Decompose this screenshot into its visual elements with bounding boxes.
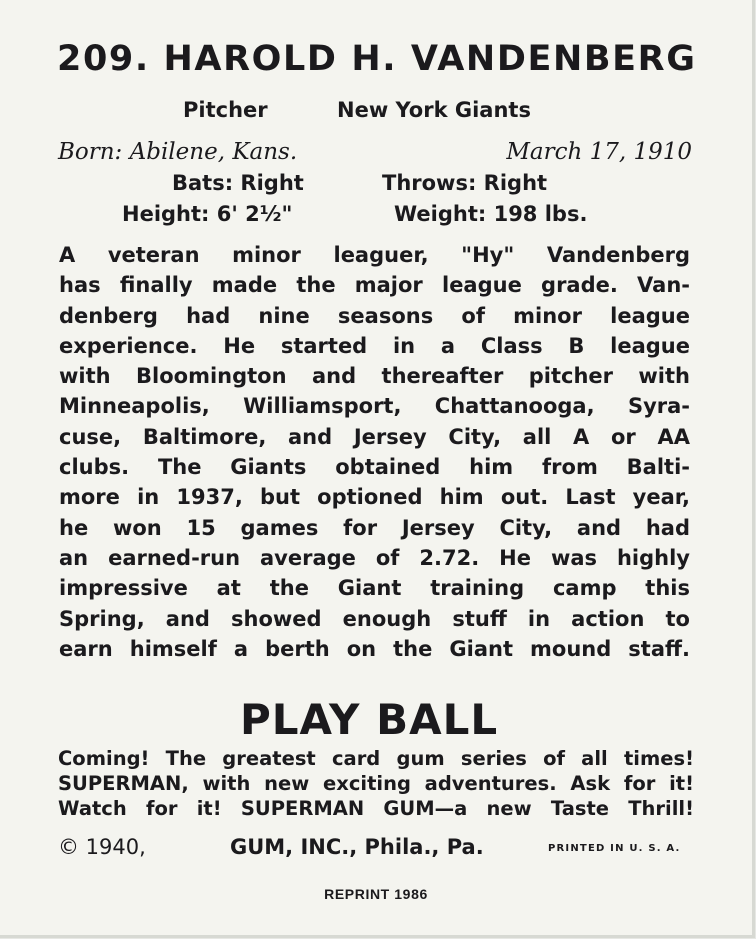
bio-line: with Bloomington and thereafter pitcher with: [59, 364, 690, 389]
bio-line: A veteran minor leaguer, "Hy" Vandenberg: [59, 243, 690, 267]
reprint-notice: REPRINT 1986: [324, 886, 428, 902]
bio-line: he won 15 games for Jersey City, and had: [59, 515, 690, 540]
bio-line: Spring, and showed enough stuff in action to: [59, 606, 690, 631]
bats-throws-row: [172, 167, 592, 199]
bio-line: experience. He started in a Class B league: [59, 333, 690, 358]
throws-value: Throws: Right: [382, 171, 548, 195]
bio-line: cuse, Baltimore, and Jersey City, all A or AA: [59, 424, 690, 449]
promo-line: Coming! The greatest card gum series of all times!: [58, 747, 694, 770]
play-ball-heading: PLAY BALL: [240, 695, 499, 744]
bio-line: clubs. The Giants obtained him from Balti-: [59, 455, 690, 480]
copyright: © 1940,: [58, 835, 146, 859]
bio-line: more in 1937, but optioned him out. Last year,: [59, 485, 690, 510]
height-value: Height: 6' 2½": [122, 202, 293, 226]
birthplace: Born: Abilene, Kans.: [58, 139, 298, 165]
player-position: Pitcher: [183, 98, 268, 122]
birth-info-row: [58, 136, 692, 168]
height-weight-row: [122, 198, 642, 230]
promo-text: [58, 746, 694, 821]
bio-line: has finally made the major league grade. Van-: [59, 273, 690, 298]
player-biography: [59, 240, 690, 664]
printed-in-usa: PRINTED IN U. S. A.: [548, 843, 681, 854]
weight-value: Weight: 198 lbs.: [394, 202, 588, 226]
bio-line: an earned-run average of 2.72. He was highly: [59, 545, 690, 570]
promo-line: Watch for it! SUPERMAN GUM—a new Taste Thrill!: [58, 797, 694, 820]
bio-line: earn himself a berth on the Giant mound staff.: [59, 636, 690, 661]
publisher: GUM, INC., Phila., Pa.: [230, 835, 484, 859]
birthdate: March 17, 1910: [506, 139, 692, 165]
bio-line: Minneapolis, Williamsport, Chattanooga, Syra-: [59, 394, 690, 419]
promo-line: SUPERMAN, with new exciting adventures. Ask for it!: [58, 772, 694, 795]
bio-line: denberg had nine seasons of minor league: [59, 303, 690, 328]
card-footer: [58, 832, 694, 862]
player-team: New York Giants: [337, 98, 531, 122]
position-team-row: [183, 95, 603, 125]
bio-line: impressive at the Giant training camp this: [59, 576, 690, 601]
bats-value: Bats: Right: [172, 171, 304, 195]
card-title: 209. HAROLD H. VANDENBERG: [57, 39, 697, 79]
